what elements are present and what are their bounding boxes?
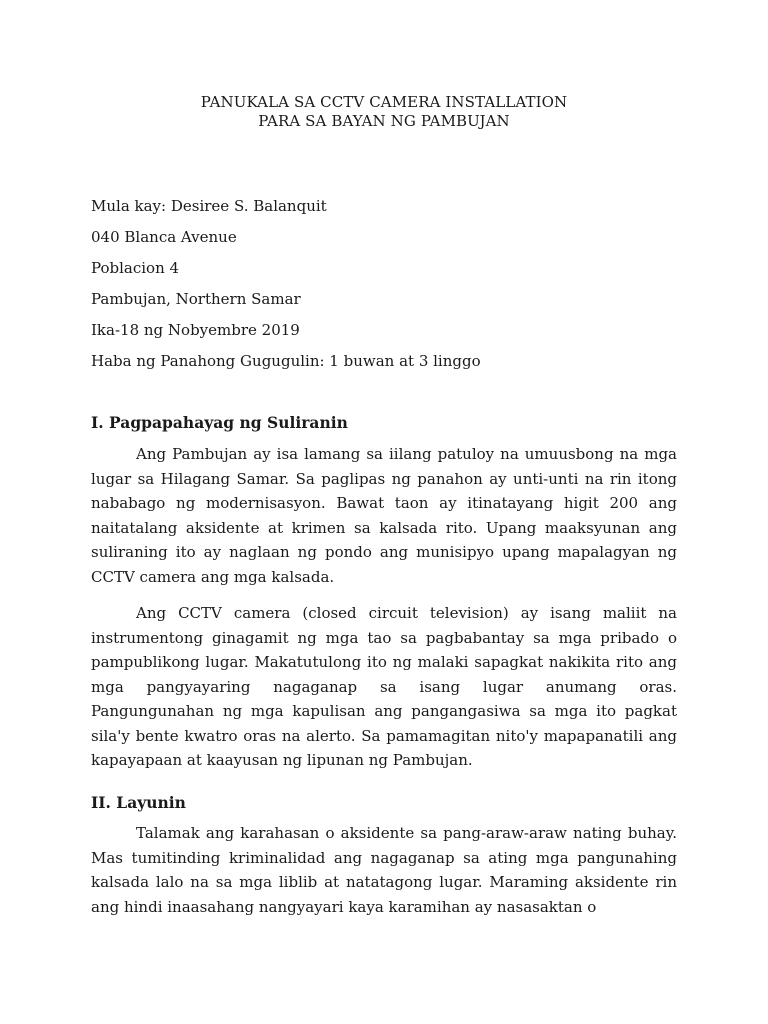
meta-address-street: 040 Blanca Avenue <box>91 228 237 246</box>
meta-duration: Haba ng Panahong Gugugulin: 1 buwan at 3 linggo <box>91 352 481 370</box>
document-title-line-2: PARA SA BAYAN NG PAMBUJAN <box>258 112 510 130</box>
meta-date: Ika-18 ng Nobyembre 2019 <box>91 321 300 339</box>
meta-address-town: Pambujan, Northern Samar <box>91 290 301 308</box>
section-heading-suliranin: I. Pagpapahayag ng Suliranin <box>91 413 348 432</box>
document-title-line-1: PANUKALA SA CCTV CAMERA INSTALLATION <box>200 93 568 111</box>
paragraph-suliranin-1: Ang Pambujan ay isa lamang sa iilang patuloy na umuusbong na mga lugar sa Hilagang Samar. Sa paglipas ng panahon ay unti-unti na rin itong nababago ng modernisasyon. Bawat taon ay itinatayang higit 200 ang naitatalang aksidente at krimen sa kalsada rito. Upang maaksyunan ang suliraning ito ay naglaan ng pondo ang munisipyo upang mapalagyan ng CCTV camera ang mga kalsada. <box>91 445 677 586</box>
paragraph-suliranin-2: Ang CCTV camera (closed circuit television) ay isang maliit na instrumentong ginagamit ng mga tao sa pagbabantay sa mga pribado o pampublikong lugar. Makatutulong ito ng malaki sapagkat nakikita rito ang mga pangyayaring nagaganap sa isang lugar anumang oras. Pangungunahan ng mga kapulisan ang pangangasiwa sa mga ito pagkat sila'y bente kwatro oras na alerto. Sa pamamagitan nito'y mapapanatili ang kapayapaan at kaayusan ng lipunan ng Pambujan. <box>91 604 677 769</box>
meta-from: Mula kay: Desiree S. Balanquit <box>91 197 327 215</box>
paragraph-layunin-1: Talamak ang karahasan o aksidente sa pang-araw-araw nating buhay. Mas tumitinding kriminalidad ang nagaganap sa ating mga pangunahing kalsada lalo na sa mga liblib at natatagong lugar. Maraming aksidente rin ang hindi inaasahang nangyayari kaya karamihan ay nasasaktan o <box>91 824 677 916</box>
section-heading-layunin: II. Layunin <box>91 793 186 812</box>
meta-address-barangay: Poblacion 4 <box>91 259 180 277</box>
